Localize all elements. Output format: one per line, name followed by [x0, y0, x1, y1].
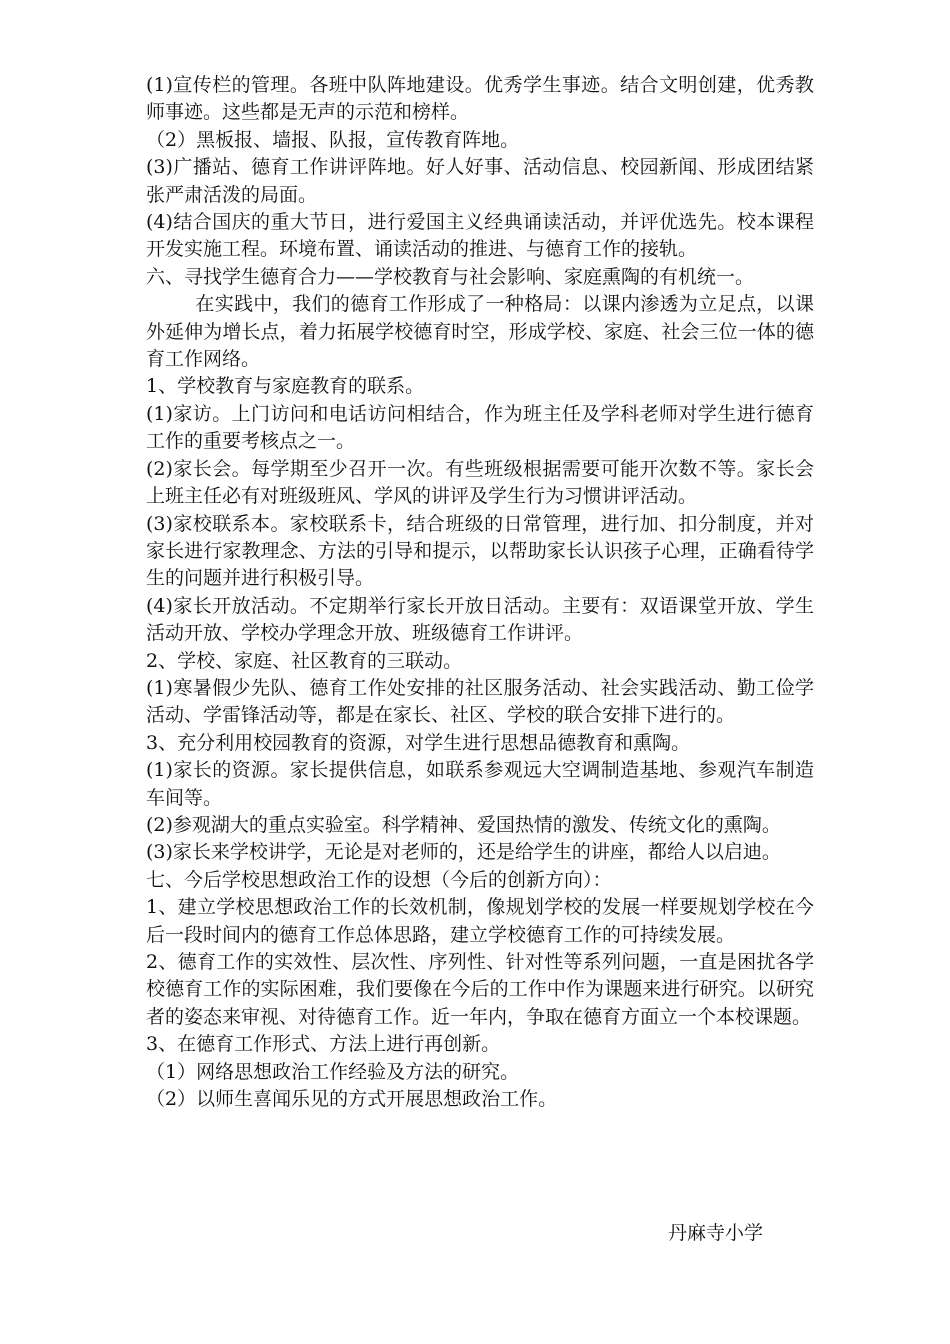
school-signature: 丹麻寺小学 — [668, 1222, 764, 1244]
section-heading-seven: 七、今后学校思想政治工作的设想（今后的创新方向）： — [146, 868, 612, 891]
subheading-school-family: 1、学校教育与家庭教育的联系。 — [146, 375, 425, 398]
paragraph-blackboard: （2）黑板报、墙报、队报，宣传教育阵地。 — [146, 128, 520, 151]
subheading-campus-resources: 3、充分利用校园教育的资源，对学生进行思想品德教育和熏陶。 — [146, 731, 691, 754]
paragraph-lab-visit: (2)参观湖大的重点实验室。科学精神、爱国热情的激发、传统文化的熏陶。 — [146, 813, 781, 836]
paragraph-holiday-activities: (1)寒暑假少先队、德育工作处安排的社区服务活动、社会实践活动、勤工俭学活动、学雷锋活动等，都是在家长、社区、学校的联合安排下进行的。 — [146, 676, 814, 727]
paragraph-contact-book: (3)家校联系本。家校联系卡，结合班级的日常管理，进行加、扣分制度，并对家长进行家教理念、方法的引导和提示，以帮助家长认识孩子心理，正确看待学生的问题并进行积极引导。 — [146, 512, 814, 590]
paragraph-national-day: (4)结合国庆的重大节日，进行爱国主义经典诵读活动，并评优选先。校本课程开发实施工程。环境布置、诵读活动的推进、与德育工作的接轨。 — [146, 211, 814, 261]
paragraph-open-day: (4)家长开放活动。不定期举行家长开放日活动。主要有：双语课堂开放、学生活动开放、学校办学理念开放、班级德育工作讲评。 — [146, 594, 814, 645]
subheading-innovation: 3、在德育工作形式、方法上进行再创新。 — [146, 1033, 501, 1056]
paragraph-popular-methods: （2）以师生喜闻乐见的方式开展思想政治工作。 — [146, 1088, 558, 1111]
paragraph-parent-resources: (1)家长的资源。家长提供信息，如联系参观远大空调制造基地、参观汽车制造车间等。 — [146, 759, 814, 809]
paragraph-long-term-mechanism: 1、建立学校思想政治工作的长效机制，像规划学校的发展一样要规划学校在今后一段时间内的德育工作总体思路，建立学校德育工作的可持续发展。 — [146, 896, 814, 946]
paragraph-parent-lecture: (3)家长来学校讲学，无论是对老师的，还是给学生的讲座，都给人以启迪。 — [146, 841, 781, 864]
paragraph-broadcast: (3)广播站、德育工作讲评阵地。好人好事、活动信息、校园新闻、形成团结紧张严肃活泼的局面。 — [146, 156, 814, 206]
paragraph-publicity-board: (1)宣传栏的管理。各班中队阵地建设。优秀学生事迹。结合文明创建，优秀教师事迹。这些都是无声的示范和榜样。 — [146, 74, 814, 124]
section-heading-six: 六、寻找学生德育合力——学校教育与社会影响、家庭熏陶的有机统一。 — [146, 265, 755, 288]
document-body — [146, 72, 814, 1113]
paragraph-home-visit: (1)家访。上门访问和电话访问相结合，作为班主任及学科老师对学生进行德育工作的重要考核点之一。 — [146, 402, 814, 453]
paragraph-network-work: （1）网络思想政治工作经验及方法的研究。 — [146, 1060, 520, 1083]
subheading-three-linkage: 2、学校、家庭、社区教育的三联动。 — [146, 649, 463, 672]
paragraph-parent-meeting: (2)家长会。每学期至少召开一次。有些班级根据需要可能开次数不等。家长会上班主任必有对班级班风、学风的讲评及学生行为习惯讲评活动。 — [146, 457, 814, 508]
paragraph-practice: 在实践中，我们的德育工作形成了一种格局：以课内渗透为立足点，以课外延伸为增长点，着力拓展学校德育时空，形成学校、家庭、社会三位一体的德育工作网络。 — [146, 293, 814, 371]
paragraph-research-topic: 2、德育工作的实效性、层次性、序列性、针对性等系列问题，一直是困扰各学校德育工作的实际困难，我们要像在今后的工作中作为课题来进行研究。以研究者的姿态来审视、对待德育工作。近一年内，争取在德育方面立一个本校课题。 — [146, 951, 814, 1028]
